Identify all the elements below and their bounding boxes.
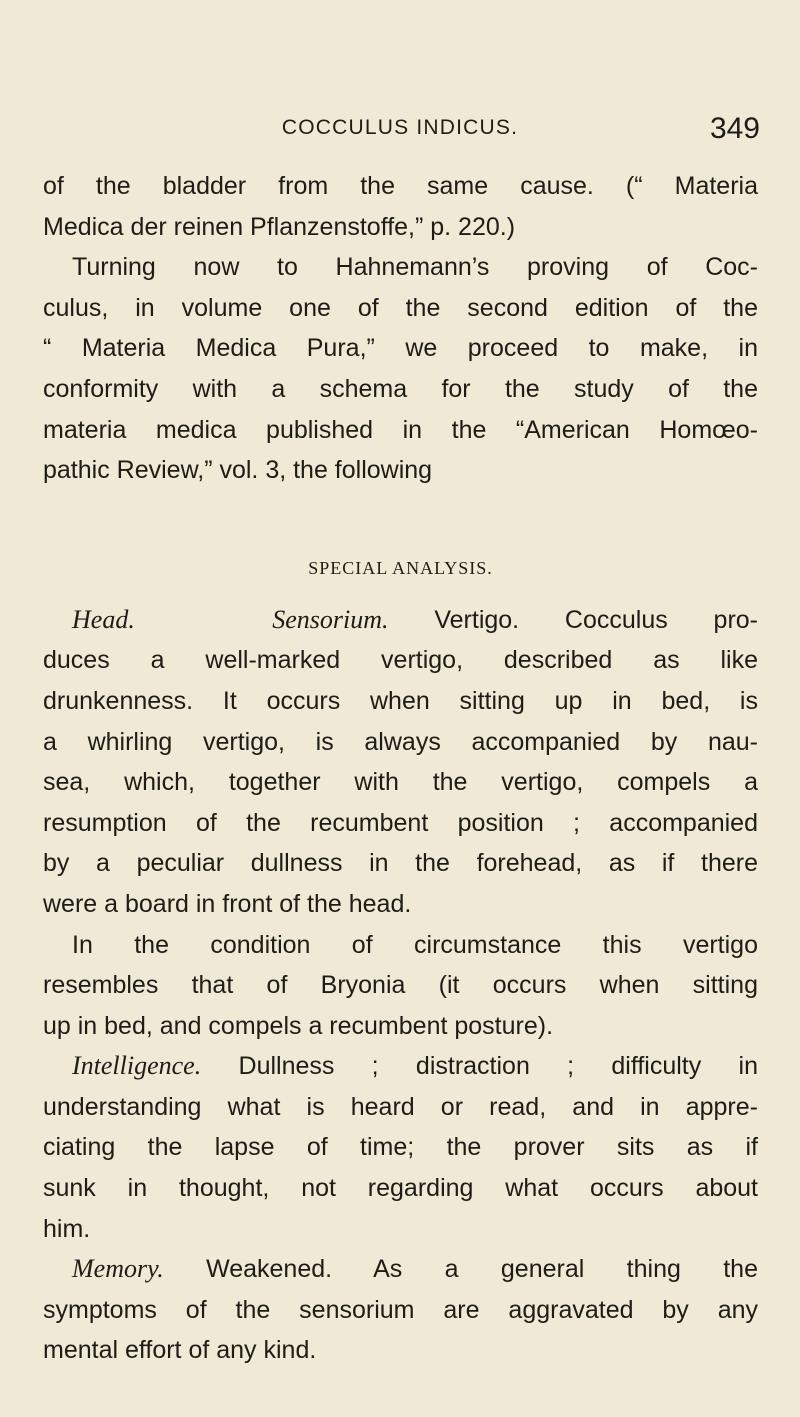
text-line: ciating the lapse of time; the prover sits as if [43,1133,758,1162]
text-line: conformity with a schema for the study of the [43,374,758,403]
text-line: sunk in thought, not regarding what occurs about [43,1174,758,1203]
text-line: a whirling vertigo, is always accompanied by nau- [43,727,758,756]
text-line: symptoms of the sensorium are aggravated by any [43,1295,758,1324]
lead-memory: Memory. [72,1254,164,1284]
blank-space [43,491,758,544]
line-rest: Vertigo. Cocculus pro- [434,605,759,634]
text-line: mental effort of any kind. [43,1336,317,1365]
text-line: materia medica published in the “American Homœo- [43,415,758,444]
body-text [43,166,758,1371]
text-line: pathic Review,” vol. 3, the following [43,456,433,485]
text-line: Medica der reinen Pflanzenstoffe,” p. 220.) [43,212,516,241]
paragraph-hahnemann-proving [43,247,758,491]
paragraph-intelligence [43,1046,758,1249]
paragraph-bladder-cause [43,166,758,247]
text-line [43,1249,758,1290]
paragraph-memory [43,1249,758,1371]
text-line: culus, in volume one of the second edition of the [43,293,758,322]
text-line: of the bladder from the same cause. (“ Materia [43,172,758,200]
paragraph-head-sensorium [43,600,758,925]
text-line: up in bed, and compels a recumbent posture). [43,1011,554,1040]
text-line: Turning now to Hahnemann’s proving of Coc- [72,253,758,282]
text-line: resumption of the recumbent position ; accompanied [43,808,758,837]
text-line [43,1046,758,1087]
paragraph-condition [43,925,758,1047]
text-line: duces a well-marked vertigo, described as like [43,646,758,675]
running-head [40,112,760,148]
text-line: were a board in front of the head. [43,889,412,918]
text-line: “ Materia Medica Pura,” we proceed to make, in [43,334,758,363]
text-line [43,600,758,641]
lead-sensorium: Sensorium. [272,604,389,634]
lead-head: Head. [72,604,135,634]
text-line: by a peculiar dullness in the forehead, as if there [43,849,758,878]
section-heading: SPECIAL ANALYSIS. [308,557,493,578]
text-line: understanding what is heard or read, and in appre- [43,1092,758,1121]
text-line: drunkenness. It occurs when sitting up in bed, is [43,686,758,715]
text-line: In the condition of circumstance this vertigo [72,930,758,959]
text-line: resembles that of Bryonia (it occurs when sitting [43,971,758,1000]
text-line: him. [43,1214,91,1243]
lead-intelligence: Intelligence. [72,1051,202,1081]
line-rest: Dullness ; distraction ; difficulty in [238,1052,758,1081]
text-line: sea, which, together with the vertigo, compels a [43,768,758,797]
line-rest: Weakened. As a general thing the [206,1255,758,1284]
running-title: COCCULUS INDICUS. [281,116,519,139]
page-number: 349 [709,112,760,145]
